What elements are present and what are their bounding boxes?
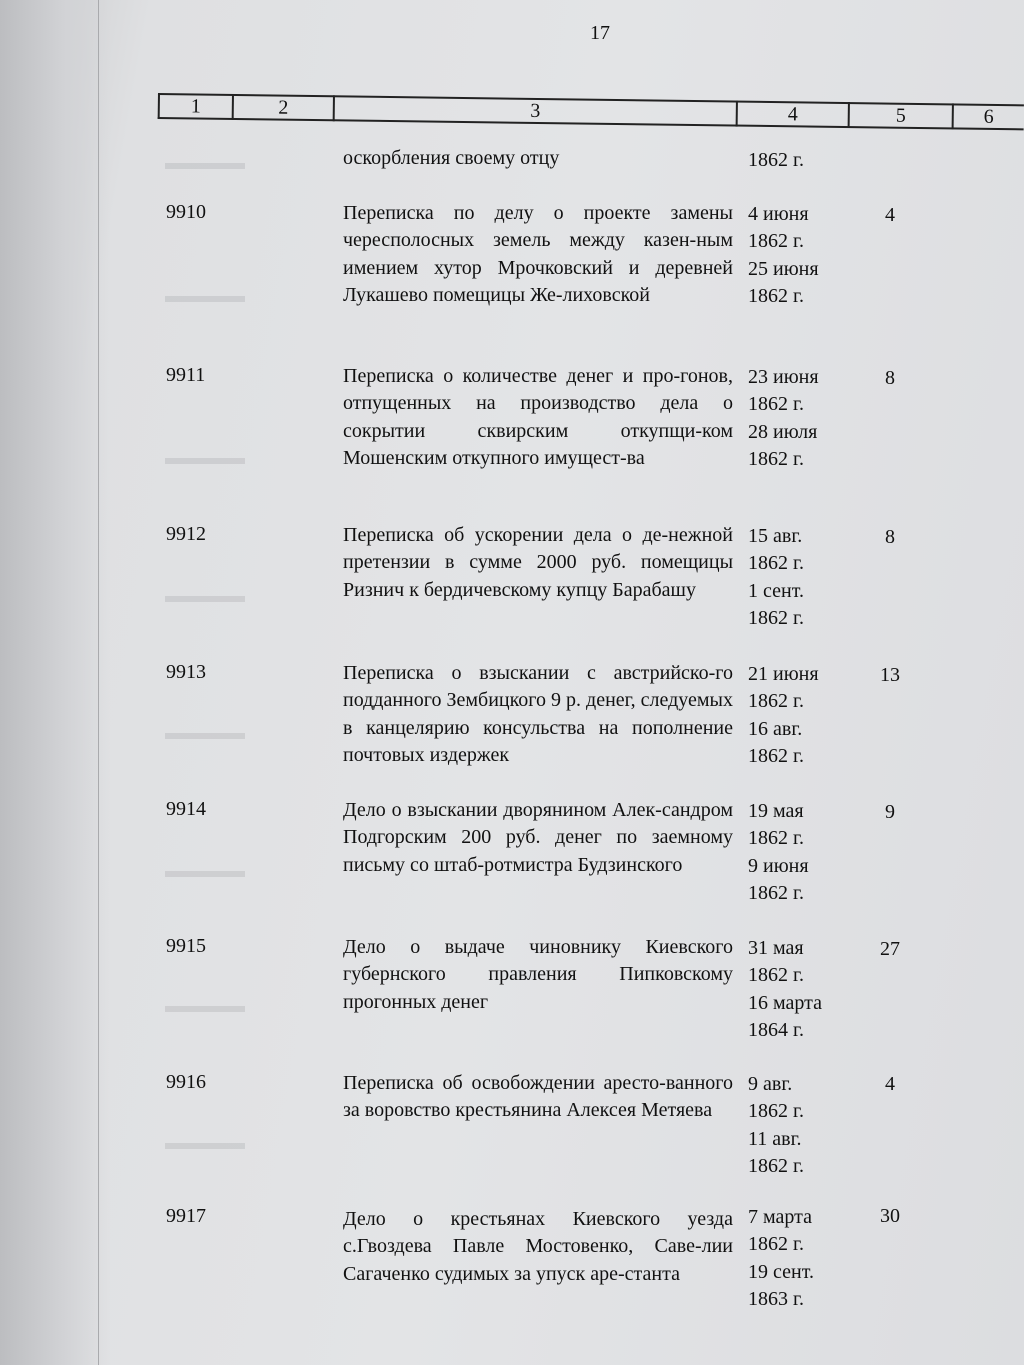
gutter-edge bbox=[98, 0, 99, 1365]
header-col-2: 2 bbox=[278, 96, 289, 119]
entry-title: Переписка о количестве денег и про-гонов, отпущенных на производство дела о сокрытии сквирским откупщи-ком Мошенским откупного имущест-ва bbox=[343, 365, 733, 470]
entry-id: 9913 bbox=[166, 661, 206, 683]
header-col-5: 5 bbox=[895, 104, 906, 127]
entry-title: оскорбления своему отцу bbox=[343, 147, 560, 169]
header-col-6: 6 bbox=[983, 105, 994, 128]
entry-dates: 1862 г. bbox=[748, 149, 804, 171]
entry-title: Переписка о взыскании с австрийско-го подданного Зембицкого 9 р. денег, следуемых в канцелярию консульства на пополнение почтовых издержек bbox=[343, 662, 733, 767]
entry-title: Переписка об освобождении аресто-ванного за воровство крестьянина Алексея Метяева bbox=[343, 1072, 733, 1122]
entry-sheets: 4 bbox=[885, 204, 895, 226]
header-col-1: 1 bbox=[190, 95, 201, 118]
entry-dates: 4 июня 1862 г. 25 июня 1862 г. bbox=[748, 203, 819, 308]
header-col-3: 3 bbox=[530, 99, 541, 123]
entry-id: 9916 bbox=[166, 1071, 206, 1093]
book-gutter bbox=[0, 0, 110, 1365]
entry-id: 9911 bbox=[166, 364, 206, 386]
table-header bbox=[158, 93, 1024, 132]
entry-title: Переписка по делу о проекте замены чересполосных земель между казен-ным имением хутор Мрочковский и деревней Лукашево помещицы Же-лиховской bbox=[343, 202, 733, 307]
entry-title: Дело о выдаче чиновнику Киевского губернского правления Пипковскому прогонных денег bbox=[343, 936, 733, 1013]
entry-id: 9914 bbox=[166, 798, 206, 820]
entry-title: Дело о крестьянах Киевского уезда с.Гвоздева Павле Мостовенко, Саве-лии Сагаченко судимых за упуск аре-станта bbox=[343, 1208, 733, 1285]
entry-title: Переписка об ускорении дела о де-нежной претензии в сумме 2000 руб. помещицы Ризнич к бердичевскому купцу Барабашу bbox=[343, 524, 733, 601]
show-through: ▬▬▬▬ bbox=[165, 285, 245, 307]
entry-sheets: 4 bbox=[885, 1073, 895, 1095]
entry-id: 9915 bbox=[166, 935, 206, 957]
entry-sheets: 30 bbox=[880, 1205, 900, 1227]
entry-dates: 31 мая 1862 г. 16 марта 1864 г. bbox=[748, 937, 822, 1042]
show-through: ▬▬▬▬ bbox=[165, 860, 245, 882]
entry-id: 9910 bbox=[166, 201, 206, 223]
show-through: ▬▬▬▬ bbox=[165, 722, 245, 744]
show-through: ▬▬▬▬ bbox=[165, 1132, 245, 1154]
entry-sheets: 8 bbox=[885, 367, 895, 389]
entry-dates: 15 авг. 1862 г. 1 сент. 1862 г. bbox=[748, 525, 804, 630]
entry-id: 9912 bbox=[166, 523, 206, 545]
entry-dates: 7 марта 1862 г. 19 сент. 1863 г. bbox=[748, 1206, 814, 1311]
entry-id: 9917 bbox=[166, 1205, 206, 1227]
entry-sheets: 9 bbox=[885, 801, 895, 823]
entry-title: Дело о взыскании дворянином Алек-сандром Подгорским 200 руб. денег по заемному письму со штаб-ротмистра Будзинского bbox=[343, 799, 733, 876]
show-through: ▬▬▬▬ bbox=[165, 585, 245, 607]
entry-dates: 9 авг. 1862 г. 11 авг. 1862 г. bbox=[748, 1073, 804, 1178]
entry-dates: 21 июня 1862 г. 16 авг. 1862 г. bbox=[748, 663, 819, 768]
entry-sheets: 13 bbox=[880, 664, 900, 686]
show-through: ▬▬▬▬ bbox=[165, 447, 245, 469]
entry-sheets: 8 bbox=[885, 526, 895, 548]
header-col-4: 4 bbox=[787, 103, 798, 126]
entry-dates: 23 июня 1862 г. 28 июля 1862 г. bbox=[748, 366, 819, 471]
show-through: ▬▬▬▬ bbox=[165, 152, 245, 174]
entry-dates: 19 мая 1862 г. 9 июня 1862 г. bbox=[748, 800, 809, 905]
page-number: 17 bbox=[590, 22, 610, 44]
show-through: ▬▬▬▬ bbox=[165, 995, 245, 1017]
entry-sheets: 27 bbox=[880, 938, 900, 960]
